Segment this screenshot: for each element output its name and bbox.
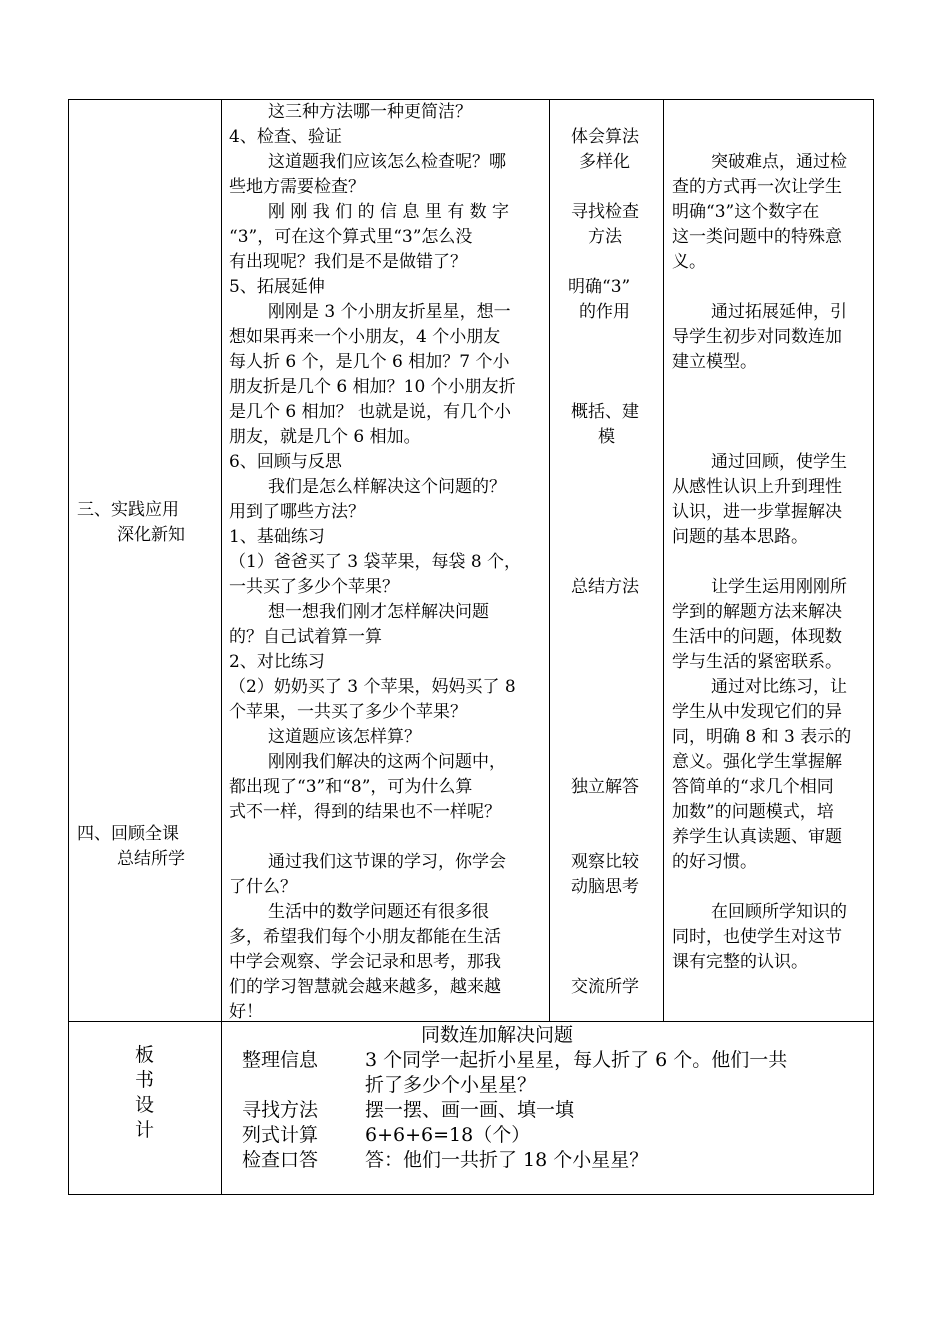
intent-line: 加数”的问题模式，培	[672, 802, 834, 822]
intent-line: 让学生运用刚刚所	[711, 577, 847, 597]
board-row-value: 答：他们一共折了 18 个小星星？	[365, 1149, 649, 1171]
student-line: 独立解答	[571, 777, 639, 797]
teacher-line: 这三种方法哪一种更简洁？	[268, 102, 472, 122]
board-row-key: 寻找方法	[242, 1099, 319, 1121]
teacher-line: 些地方需要检查？	[229, 177, 365, 197]
board-row-value: 3 个同学一起折小星星，每人折了 6 个。他们一共	[365, 1049, 788, 1071]
stage-label: 总结所学	[117, 849, 185, 869]
board-row-key: 整理信息	[242, 1049, 319, 1071]
board-row-key: 检查口答	[242, 1149, 319, 1171]
student-line: 模	[598, 427, 615, 447]
teacher-line: “3”，可在这个算式里“3”怎么没	[229, 227, 473, 247]
intent-line: 在回顾所学知识的	[711, 902, 847, 922]
teacher-line: 想一想我们刚才怎样解决问题	[268, 602, 489, 622]
stage-label: 三、实践应用	[77, 500, 179, 520]
student-line: 总结方法	[571, 577, 639, 597]
student-line: 动脑思考	[571, 877, 639, 897]
teacher-line: 这道题应该怎样算？	[268, 727, 421, 747]
student-line: 多样化	[579, 152, 630, 172]
teacher-line: 是几个 6 相加？ 也就是说，有几个小	[229, 402, 512, 422]
intent-line: 突破难点，通过检	[711, 152, 847, 172]
teacher-line: （1）爸爸买了 3 袋苹果，每袋 8 个，	[229, 552, 522, 572]
board-label-char: 板	[135, 1044, 155, 1066]
board-label-char: 设	[135, 1094, 155, 1116]
divider-content-student	[549, 99, 550, 1021]
board-row-value: 折了多少个小星星？	[365, 1074, 537, 1096]
intent-line: 同，明确 8 和 3 表示的	[672, 727, 852, 747]
board-row-divider	[68, 1021, 874, 1022]
intent-line: 通过对比练习，让	[711, 677, 847, 697]
student-line: 明确“3”	[568, 277, 631, 297]
teacher-line: 这道题我们应该怎么检查呢？哪	[268, 152, 506, 172]
intent-line: 导学生初步对同数连加	[672, 327, 842, 347]
divider-stage-content	[221, 99, 222, 1195]
divider-student-intent	[663, 99, 664, 1021]
intent-line: 认识，进一步掌握解决	[672, 502, 842, 522]
intent-line: 建立模型。	[672, 352, 757, 372]
teacher-line: 4、检查、验证	[229, 127, 342, 147]
teacher-line: 一共买了多少个苹果？	[229, 577, 399, 597]
intent-line: 的好习惯。	[672, 852, 757, 872]
intent-line: 生活中的问题，体现数	[672, 627, 842, 647]
stage-label: 深化新知	[117, 525, 185, 545]
teacher-line: 生活中的数学问题还有很多很	[268, 902, 489, 922]
teacher-line: 多，希望我们每个小朋友都能在生活	[229, 927, 501, 947]
intent-line: 同时，也使学生对这节	[672, 927, 842, 947]
teacher-line: 个苹果，一共买了多少个苹果？	[229, 702, 467, 722]
teacher-line: 式不一样，得到的结果也不一样呢？	[229, 802, 501, 822]
intent-line: 意义。强化学生掌握解	[672, 752, 842, 772]
teacher-line: 了什么？	[229, 877, 297, 897]
intent-line: 课有完整的认识。	[672, 952, 808, 972]
board-label-char: 书	[135, 1069, 155, 1091]
intent-line: 这一类问题中的特殊意	[672, 227, 842, 247]
teacher-line: 刚 刚 我 们 的 信 息 里 有 数 字	[268, 202, 510, 222]
teacher-line: 我们是怎么样解决这个问题的？	[268, 477, 506, 497]
teacher-line: 好！	[229, 1002, 263, 1022]
teacher-line: 6、回顾与反思	[229, 452, 342, 472]
board-row-value: 6+6+6=18（个）	[365, 1124, 531, 1146]
intent-line: 通过拓展延伸，引	[711, 302, 847, 322]
student-line: 体会算法	[571, 127, 639, 147]
board-label-char: 计	[135, 1119, 155, 1141]
teacher-line: 们的学习智慧就会越来越多，越来越	[229, 977, 501, 997]
intent-line: 明确“3”这个数字在	[672, 202, 820, 222]
intent-line: 问题的基本思路。	[672, 527, 808, 547]
teacher-line: 中学会观察、学会记录和思考，那我	[229, 952, 501, 972]
teacher-line: 通过我们这节课的学习，你学会	[268, 852, 506, 872]
student-line: 概括、建	[571, 402, 639, 422]
intent-line: 学生从中发现它们的异	[672, 702, 842, 722]
intent-line: 通过回顾，使学生	[711, 452, 847, 472]
teacher-line: （2）奶奶买了 3 个苹果，妈妈买了 8	[229, 677, 516, 697]
board-row-key: 列式计算	[242, 1124, 319, 1146]
teacher-line: 2、对比练习	[229, 652, 325, 672]
stage-label: 四、回顾全课	[77, 824, 179, 844]
board-title: 同数连加解决问题	[421, 1024, 574, 1046]
intent-line: 从感性认识上升到理性	[672, 477, 842, 497]
student-line: 观察比较	[571, 852, 639, 872]
intent-line: 查的方式再一次让学生	[672, 177, 842, 197]
teacher-line: 刚刚是 3 个小朋友折星星，想一	[268, 302, 511, 322]
student-line: 寻找检查	[571, 202, 639, 222]
teacher-line: 朋友，就是几个 6 相加。	[229, 427, 421, 447]
teacher-line: 有出现呢？我们是不是做错了？	[229, 252, 467, 272]
teacher-line: 5、拓展延伸	[229, 277, 325, 297]
teacher-line: 朋友折是几个 6 相加？10 个小朋友折	[229, 377, 516, 397]
teacher-line: 用到了哪些方法？	[229, 502, 365, 522]
intent-line: 学与生活的紧密联系。	[672, 652, 842, 672]
teacher-line: 的？自己试着算一算	[229, 627, 382, 647]
student-line: 的作用	[579, 302, 630, 322]
intent-line: 养学生认真读题、审题	[672, 827, 842, 847]
teacher-line: 每人折 6 个，是几个 6 相加？7 个小	[229, 352, 510, 372]
teacher-line: 想如果再来一个小朋友，4 个小朋友	[229, 327, 501, 347]
student-line: 方法	[588, 227, 622, 247]
teacher-line: 都出现了“3”和“8”，可为什么算	[229, 777, 473, 797]
teacher-line: 1、基础练习	[229, 527, 325, 547]
board-row-value: 摆一摆、画一画、填一填	[365, 1099, 575, 1121]
student-line: 交流所学	[571, 977, 639, 997]
intent-line: 答简单的“求几个相同	[672, 777, 834, 797]
intent-line: 学到的解题方法来解决	[672, 602, 842, 622]
intent-line: 义。	[672, 252, 706, 272]
teacher-line: 刚刚我们解决的这两个问题中，	[268, 752, 506, 772]
